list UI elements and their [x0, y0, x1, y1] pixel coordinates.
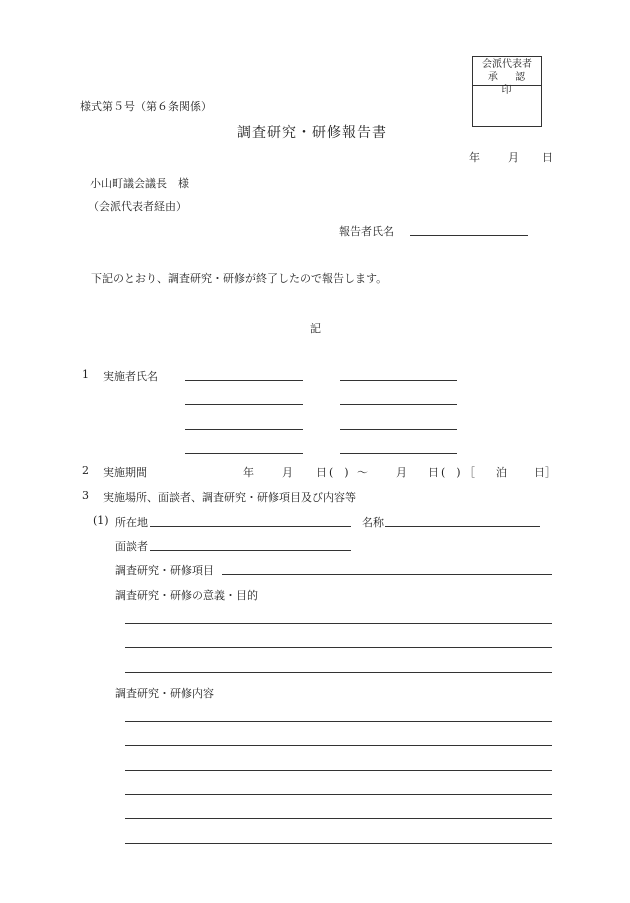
research-item-field[interactable] [222, 574, 552, 575]
content-line[interactable] [125, 794, 552, 795]
via-representative: （会派代表者経由） [88, 200, 187, 213]
implementer-name-field[interactable] [185, 453, 303, 454]
period-day: 日 [316, 466, 327, 479]
nights-bracket-open: ［ [464, 466, 475, 479]
item3-number: 3 [82, 489, 89, 502]
period-weekday-1: ( ) [329, 466, 349, 479]
nights-label: 泊 [496, 466, 507, 479]
implementer-name-field[interactable] [340, 429, 457, 430]
form-number: 様式第５号（第６条関係） [80, 100, 212, 113]
period-end-day: 日 [428, 466, 439, 479]
date-year: 年 [469, 151, 480, 164]
intro-text: 下記のとおり、調査研究・研修が終了したので報告します。 [91, 272, 388, 285]
period-end-month: 月 [396, 466, 407, 479]
content-line[interactable] [125, 770, 552, 771]
sub-item-1-number: (1) [93, 514, 109, 527]
period-year: 年 [243, 466, 254, 479]
significance-label: 調査研究・研修の意義・目的 [115, 589, 258, 602]
approval-box-header [473, 57, 541, 96]
content-line[interactable] [125, 818, 552, 819]
item1-label: 実施者氏名 [103, 370, 158, 383]
interviewer-field[interactable] [150, 550, 351, 551]
content-line[interactable] [125, 843, 552, 844]
date-month: 月 [508, 151, 519, 164]
item2-label: 実施期間 [103, 466, 147, 479]
implementer-name-field[interactable] [340, 380, 457, 381]
document-title: 調査研究・研修報告書 [237, 125, 387, 141]
approval-stamp-box [472, 56, 542, 127]
implementer-name-field[interactable] [185, 404, 303, 405]
facility-name-field[interactable] [385, 526, 540, 527]
location-label: 所在地 [115, 516, 148, 529]
implementer-name-field[interactable] [340, 404, 457, 405]
location-field[interactable] [150, 526, 351, 527]
item3-label: 実施場所、面談者、調査研究・研修項目及び内容等 [103, 491, 356, 504]
reporter-name-label: 報告者氏名 [339, 225, 394, 238]
period-month: 月 [282, 466, 293, 479]
content-line[interactable] [125, 721, 552, 722]
content-label: 調査研究・研修内容 [115, 687, 214, 700]
content-line[interactable] [125, 745, 552, 746]
approval-label-line1: 会派代表者 [482, 59, 532, 70]
period-tilde: ～ [357, 466, 368, 479]
facility-name-label: 名称 [362, 516, 384, 529]
significance-line[interactable] [125, 623, 552, 624]
significance-line[interactable] [125, 647, 552, 648]
reporter-name-field[interactable] [410, 235, 528, 236]
item2-number: 2 [82, 464, 89, 477]
date-day: 日 [542, 151, 553, 164]
implementer-name-field[interactable] [185, 380, 303, 381]
implementer-name-field[interactable] [185, 429, 303, 430]
research-item-label: 調査研究・研修項目 [115, 564, 214, 577]
item1-number: 1 [82, 368, 89, 381]
approval-label-line2: 承 認 印 [487, 72, 533, 96]
significance-line[interactable] [125, 672, 552, 673]
period-weekday-2: ( ) [441, 466, 461, 479]
ki-heading: 記 [310, 322, 321, 335]
days-label: 日］ [534, 466, 556, 479]
implementer-name-field[interactable] [340, 453, 457, 454]
addressee: 小山町議会議長 様 [90, 177, 189, 190]
interviewer-label: 面談者 [115, 540, 148, 553]
